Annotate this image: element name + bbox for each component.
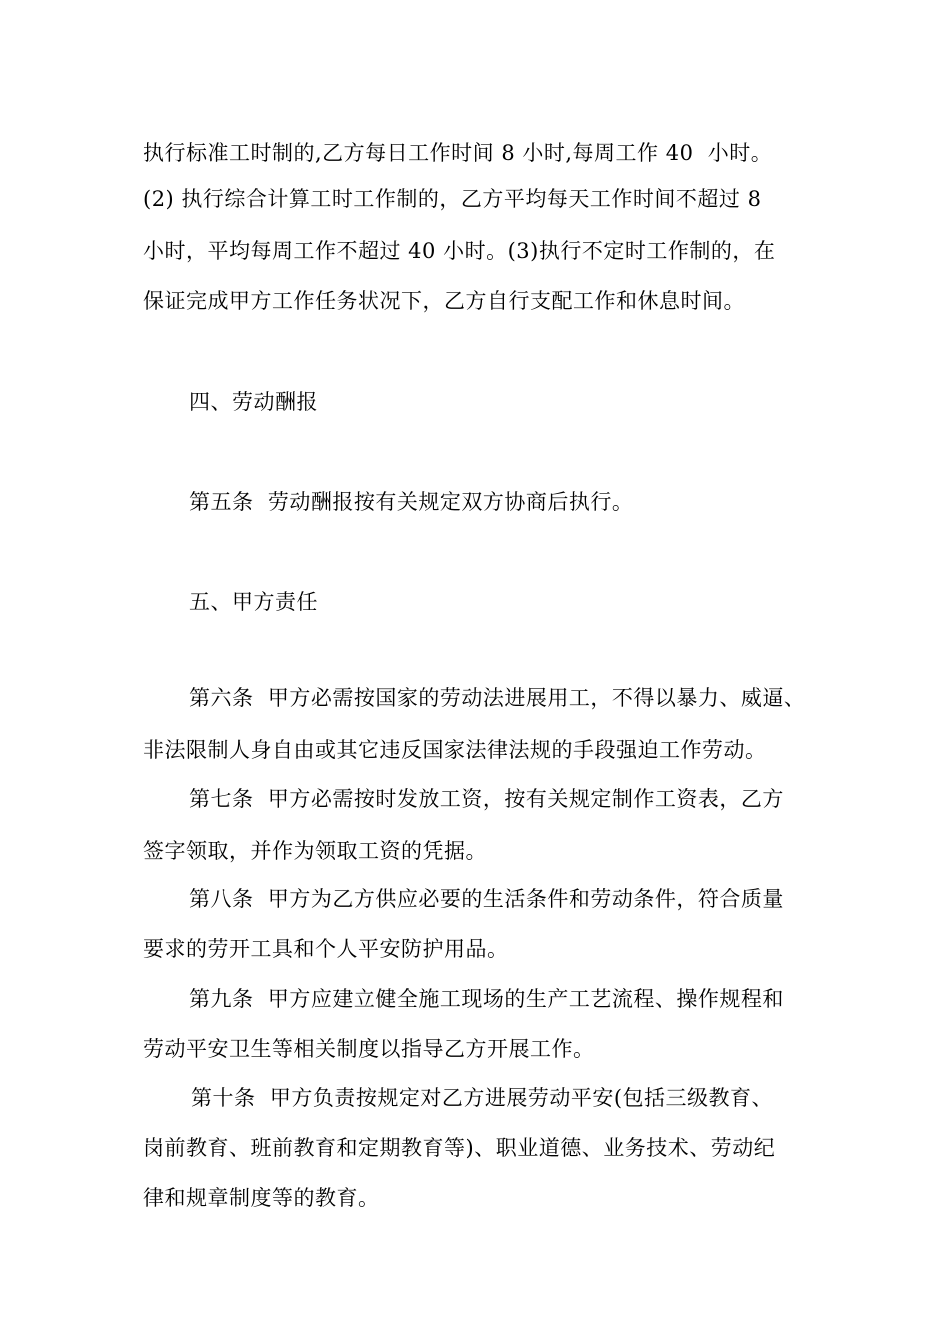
article-text: 签字领取，并作为领取工资的凭据。	[143, 839, 487, 863]
section-heading: 五、甲方责任	[189, 590, 318, 614]
article-text: 非法限制人身自由或其它违反国家法律法规的手段强迫工作劳动。	[143, 738, 767, 762]
article-text: 第六条 甲方必需按国家的劳动法进展用工，不得以暴力、威逼、	[189, 686, 806, 710]
article-text: 律和规章制度等的教育。	[143, 1186, 380, 1210]
article-text: 第七条 甲方必需按时发放工资，按有关规定制作工资表，乙方	[189, 787, 784, 811]
paragraph-line: 小时，平均每周工作不超过 40 小时。(3)执行不定时工作制的，在	[143, 239, 776, 263]
paragraph-line: 执行标准工时制的,乙方每日工作时间 8 小时,每周工作 40 小时。	[143, 141, 773, 165]
paragraph-line: 保证完成甲方工作任务状况下，乙方自行支配工作和休息时间。	[143, 289, 745, 313]
article-text: 岗前教育、班前教育和定期教育等)、职业道德、业务技术、劳动纪	[143, 1136, 776, 1160]
article-text: 第十条 甲方负责按规定对乙方进展劳动平安(包括三级教育、	[191, 1086, 774, 1110]
article-text: 要求的劳开工具和个人平安防护用品。	[143, 937, 509, 961]
article-text: 第八条 甲方为乙方供应必要的生活条件和劳动条件，符合质量	[189, 887, 784, 911]
article-text: 劳动平安卫生等相关制度以指导乙方开展工作。	[143, 1037, 595, 1061]
paragraph-line: (2) 执行综合计算工时工作制的，乙方平均每天工作时间不超过 8	[143, 187, 762, 211]
article-text: 第九条 甲方应建立健全施工现场的生产工艺流程、操作规程和	[189, 987, 784, 1011]
section-heading: 四、劳动酬报	[189, 390, 318, 414]
article-text: 第五条 劳动酬报按有关规定双方协商后执行。	[189, 490, 634, 514]
